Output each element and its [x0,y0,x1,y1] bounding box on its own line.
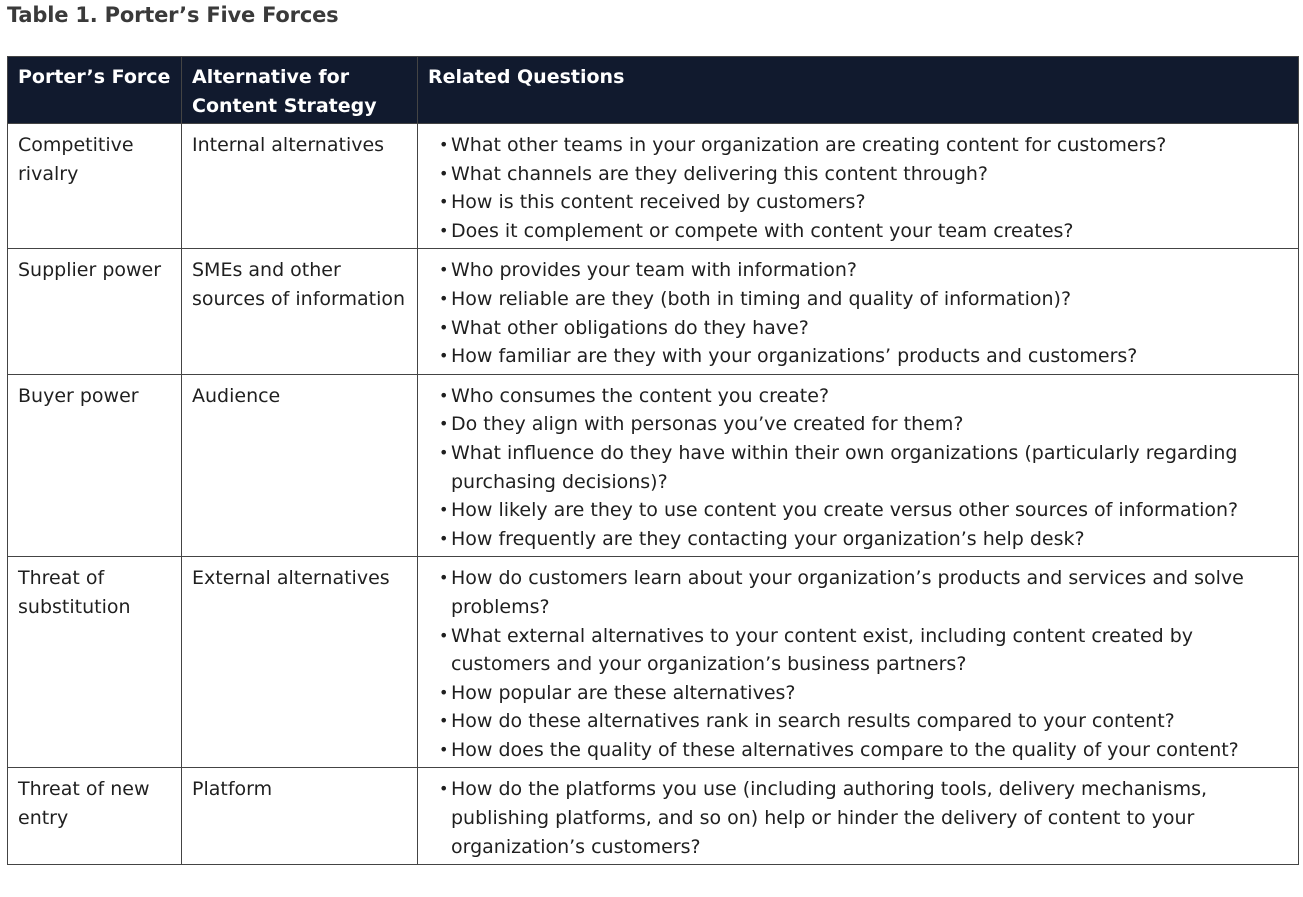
question-list [428,131,1288,245]
table-body [8,124,1299,865]
bullet-icon: • [439,346,449,366]
header-porters-force: Porter’s Force [8,57,182,124]
bullet-icon: • [439,568,449,588]
question-text: How popular are these alternatives? [451,681,796,704]
question-text: Does it complement or compete with content your team creates? [451,219,1074,242]
question-item [439,564,1288,621]
question-item [439,256,1288,285]
table-row [8,374,1299,557]
question-text: How frequently are they contacting your organization’s help desk? [451,527,1085,550]
bullet-icon: • [439,260,449,280]
question-text: What other obligations do they have? [451,316,809,339]
header-alternative-line1: Alternative for [192,66,350,88]
bullet-icon: • [439,682,449,702]
question-item [439,217,1288,246]
question-list [428,256,1288,370]
question-text: How reliable are they (both in timing and quality of information)? [451,287,1072,310]
cell-related-questions [418,374,1299,557]
question-list [428,564,1288,764]
question-item [439,439,1288,496]
cell-porters-force: Buyer power [8,374,182,557]
question-item [439,736,1288,765]
cell-porters-force: Competitive rivalry [8,124,182,249]
bullet-icon: • [439,528,449,548]
cell-porters-force: Threat of new entry [8,768,182,865]
question-item [439,160,1288,189]
table-row [8,124,1299,249]
question-list [428,382,1288,554]
question-item [439,622,1288,679]
question-text: Who provides your team with information? [451,259,857,282]
cell-related-questions [418,768,1299,865]
question-text: How likely are they to use content you create versus other sources of information? [451,499,1239,522]
question-item [439,314,1288,343]
question-text: How familiar are they with your organizations’ products and customers? [451,345,1138,368]
cell-alternative: SMEs and other sources of information [182,249,418,374]
bullet-icon: • [439,500,449,520]
bullet-icon: • [439,414,449,434]
bullet-icon: • [439,317,449,337]
table-row [8,557,1299,768]
table-row [8,249,1299,374]
bullet-icon: • [439,220,449,240]
bullet-icon: • [439,163,449,183]
question-text: What influence do they have within their own organizations (particularly regarding purchasing decisions)? [451,441,1238,493]
bullet-icon: • [439,779,449,799]
question-text: What external alternatives to your content exist, including content created by customers and your organization’s business partners? [451,624,1194,676]
bullet-icon: • [439,442,449,462]
table-header-row [8,57,1299,124]
question-text: What channels are they delivering this content through? [451,162,989,185]
question-text: How is this content received by customers? [451,191,866,214]
question-item [439,496,1288,525]
cell-alternative: Platform [182,768,418,865]
question-item [439,410,1288,439]
cell-related-questions [418,124,1299,249]
question-text: How does the quality of these alternatives compare to the quality of your content? [451,738,1239,761]
question-item [439,382,1288,411]
bullet-icon: • [439,739,449,759]
question-text: Who consumes the content you create? [451,384,830,407]
question-text: How do these alternatives rank in search results compared to your content? [451,710,1175,733]
table-row [8,768,1299,865]
question-item [439,188,1288,217]
header-alternative-line2: Content Strategy [192,95,377,117]
table-caption: Table 1. Porter’s Five Forces [7,3,339,27]
question-item [439,342,1288,371]
bullet-icon: • [439,288,449,308]
question-text: How do the platforms you use (including authoring tools, delivery mechanisms, publishing platforms, and so on) help or hinder the delivery of content to your organization’s customers? [451,778,1208,858]
question-list [428,775,1288,861]
question-item [439,131,1288,160]
bullet-icon: • [439,385,449,405]
question-text: Do they align with personas you’ve created for them? [451,413,964,436]
cell-related-questions [418,249,1299,374]
bullet-icon: • [439,711,449,731]
porters-five-forces-table [7,56,1299,865]
cell-porters-force: Threat of substitution [8,557,182,768]
cell-alternative: Audience [182,374,418,557]
header-alternative [182,57,418,124]
question-text: What other teams in your organization are creating content for customers? [451,134,1167,156]
header-related-questions: Related Questions [418,57,1299,124]
question-item [439,525,1288,554]
bullet-icon: • [439,192,449,212]
bullet-icon: • [439,625,449,645]
cell-related-questions [418,557,1299,768]
question-text: How do customers learn about your organization’s products and services and solve problems? [451,567,1244,618]
cell-alternative: Internal alternatives [182,124,418,249]
question-item [439,679,1288,708]
question-item [439,775,1288,861]
question-item [439,285,1288,314]
question-item [439,707,1288,736]
bullet-icon: • [439,135,449,154]
cell-porters-force: Supplier power [8,249,182,374]
cell-alternative: External alternatives [182,557,418,768]
